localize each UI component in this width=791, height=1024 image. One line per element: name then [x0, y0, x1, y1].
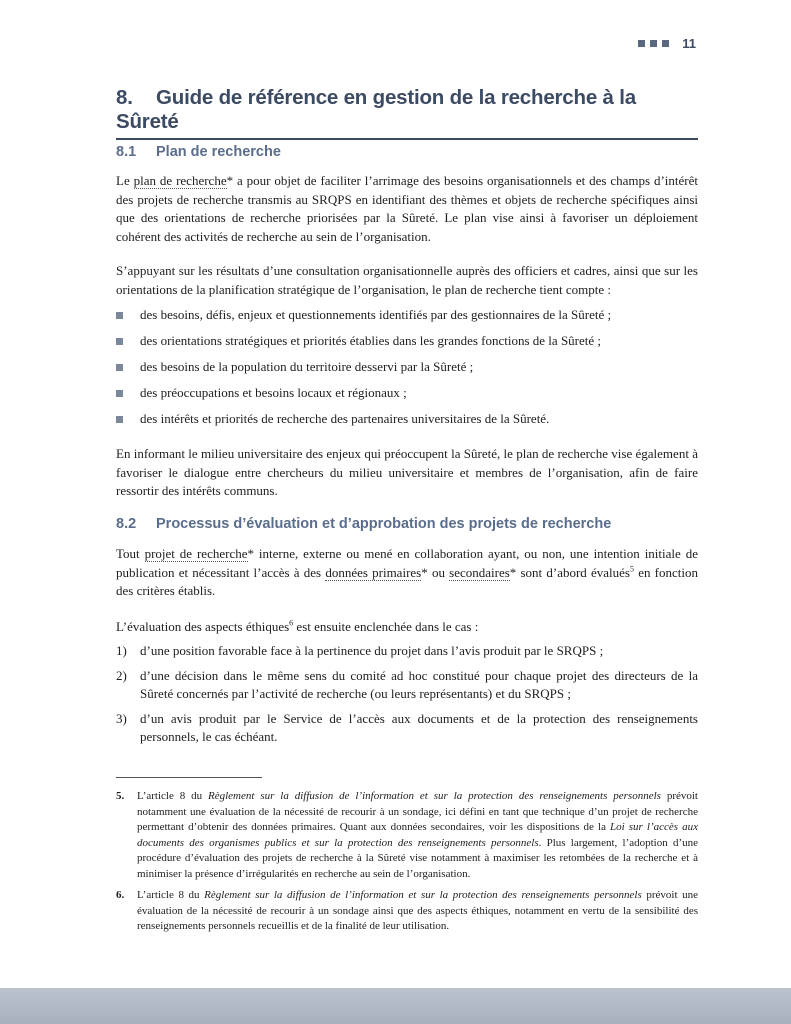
decor-square: [638, 40, 645, 47]
list-item-text: des intérêts et priorités de recherche des partenaires universitaires de la Sûreté.: [140, 411, 550, 426]
text: L’article 8 du: [137, 889, 205, 901]
list-item: [116, 358, 698, 376]
text: * ou: [421, 564, 450, 580]
list-item-text: d’une décision dans le même sens du comité ad hoc constitué pour chaque projet des directeurs de la Sûreté concernés par l’activité de recherche (ou leurs représentants) et du SRQPS ;: [140, 667, 698, 701]
list-item: [116, 384, 698, 402]
chapter-heading: [116, 86, 698, 140]
text: prévoit une évaluation de la nécessité de recourir à un sondage ainsi que des aspects éthiques, notamment en vertu de la sensibilité des renseignements personnels recueillis et de la finalité de leur utilisation.: [137, 889, 698, 932]
decor-square: [662, 40, 669, 47]
paragraph: [116, 545, 698, 601]
footnote-ref-6[interactable]: 6: [289, 618, 294, 628]
paragraph: [116, 618, 698, 637]
footnote-ref-5[interactable]: 5: [630, 564, 634, 574]
text: * sont d’abord évalués: [509, 564, 630, 580]
list-item-text: des besoins de la population du territoire desservi par la Sûreté ;: [140, 359, 474, 374]
list-item: [116, 667, 698, 704]
list-item: [116, 710, 698, 747]
list-item-text: d’une position favorable face à la pertinence du projet dans l’avis produit par le SRQPS ;: [140, 643, 604, 658]
list-item-text: des orientations stratégiques et priorités établies dans les grandes fonctions de la Sûreté ;: [140, 333, 602, 348]
chapter-number: 8.: [116, 86, 133, 109]
list-item: [116, 332, 698, 350]
law-title: Loi sur l’accès aux documents des organismes publics et sur la protection des renseignements personnels: [137, 821, 698, 849]
section-number: 8.2: [116, 516, 137, 532]
square-bullet-icon: [116, 416, 123, 423]
paragraph: En informant le milieu universitaire des enjeux qui préoccupent la Sûreté, le plan de recherche vise également à favoriser le dialogue entre chercheurs du milieu universitaire et membres de l’organisation, afin de faire ressortir des intérêts communs.: [116, 446, 698, 498]
footnote-divider: [116, 777, 262, 778]
section-number: 8.1: [116, 144, 137, 160]
text: . Plus largement, l’adoption d’une procédure d’évaluation des projets de recherche à la Sûreté vise notamment à maximiser les retombées de la recherche et à minimiser la présence d’irrégularités en recherche au sein de l’organisation.: [137, 836, 698, 880]
text: est ensuite enclenchée dans le cas :: [293, 619, 479, 634]
footnote-5: [116, 789, 698, 882]
square-bullet-icon: [116, 312, 123, 319]
glossary-term-link[interactable]: secondaires: [449, 564, 510, 580]
text: a pour objet de faciliter l’arrimage des besoins organisationnels et des champs d’intérêt des projets de recherche transmis au SRQPS en identifiant des thèmes et objets de recherche spécifiques ainsi que des orientations de recherche priorisées par la Sûreté. Le plan vise ainsi à favoriser un déploiement cohérent des activités de recherche au sein de l’organisation.: [116, 173, 698, 244]
page-number-bar: [638, 36, 696, 51]
item-number: 3): [116, 710, 127, 726]
section-heading-8-1: [116, 144, 281, 160]
footnote-text: [116, 888, 698, 935]
section-heading-8-2: [116, 516, 611, 532]
regulation-title: Règlement sur la diffusion de l’information et sur la protection des renseignements personnels: [208, 790, 661, 802]
list-item-text: d’un avis produit par le Service de l’accès aux documents et de la protection des renseignements personnels, le cas échéant.: [140, 710, 698, 744]
bullet-list: [116, 306, 698, 436]
numbered-list: [116, 642, 698, 753]
regulation-title: Règlement sur la diffusion de l’information et sur la protection des renseignements personnels: [204, 889, 642, 901]
item-number: 2): [116, 667, 127, 683]
chapter-title: Guide de référence en gestion de la recherche à la Sûreté: [116, 86, 636, 133]
footnote-number: 6.: [116, 889, 125, 901]
decor-square: [650, 40, 657, 47]
list-item: [116, 306, 698, 324]
section-title: Processus d’évaluation et d’approbation des projets de recherche: [156, 516, 612, 532]
footnote-text: [116, 789, 698, 882]
paragraph: S’appuyant sur les résultats d’une consultation organisationnelle auprès des officiers et cadres, ainsi que sur les orientations de la planification stratégique de l’organisation, le plan de recherche tient compte :: [116, 263, 698, 297]
glossary-term-link[interactable]: plan de recherche: [133, 173, 227, 188]
page-number: 11: [682, 36, 696, 51]
section-title: Plan de recherche: [156, 144, 281, 160]
page-bottom-band: [0, 988, 791, 1024]
paragraph: [116, 172, 698, 246]
footnote-6: [116, 888, 698, 935]
list-item: [116, 642, 698, 661]
item-number: 1): [116, 643, 127, 658]
text: prévoit notamment une évaluation de la nécessité de recourir à un sondage, ici défini en tant que technique d’un projet de recherche permettant d’obtenir des données primaires. Quant aux données secondaires, voir les dispositions de la: [137, 790, 698, 833]
text: L’article 8 du: [137, 790, 209, 802]
glossary-star: *: [226, 173, 234, 188]
footnote-number: 5.: [116, 790, 125, 802]
square-bullet-icon: [116, 338, 123, 345]
square-bullet-icon: [116, 390, 123, 397]
glossary-term-link[interactable]: données primaires: [325, 564, 422, 580]
glossary-term-link[interactable]: projet de recherche: [144, 546, 248, 561]
text: Tout: [116, 546, 145, 561]
text: en fonction des critères établis.: [116, 564, 699, 598]
list-item-text: des besoins, défis, enjeux et questionnements identifiés par des gestionnaires de la Sûreté ;: [140, 307, 612, 322]
text: L’évaluation des aspects éthiques: [116, 619, 290, 634]
list-item-text: des préoccupations et besoins locaux et régionaux ;: [140, 385, 407, 400]
text: * interne, externe ou mené en collaboration ayant, ou non, une intention initiale de publication et nécessitant l’accès à des: [116, 546, 698, 580]
text: Le: [116, 173, 134, 188]
square-bullet-icon: [116, 364, 123, 371]
list-item: [116, 410, 698, 428]
